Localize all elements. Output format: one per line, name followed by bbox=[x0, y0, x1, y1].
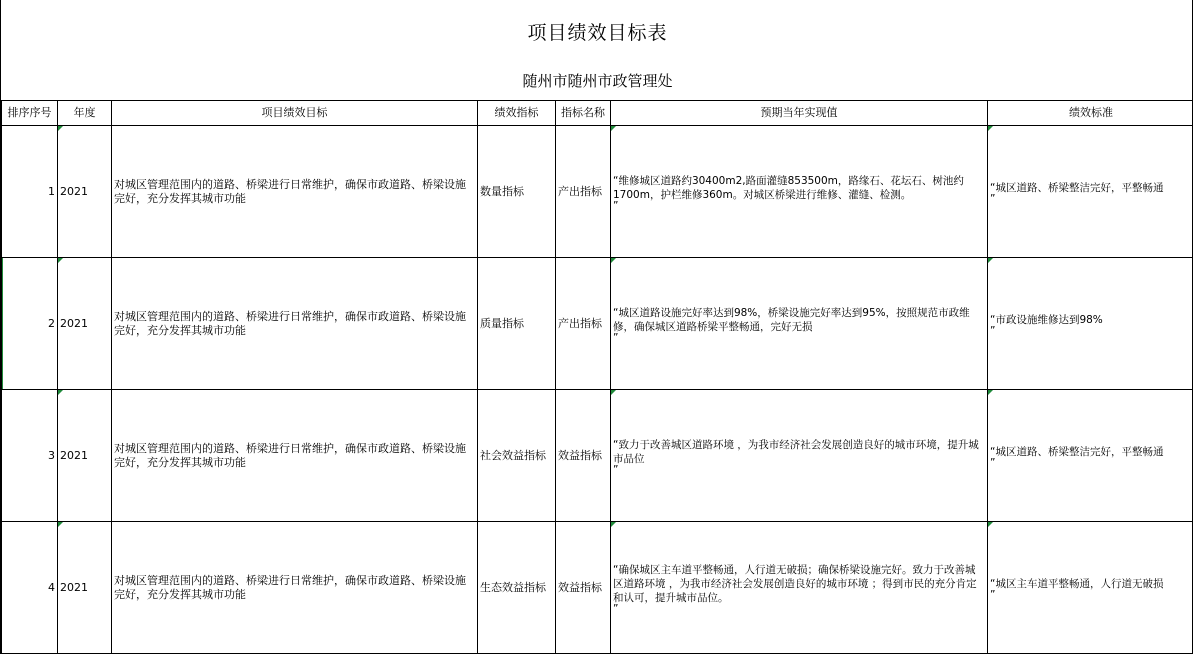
comment-marker-icon bbox=[58, 258, 63, 263]
comment-marker-icon bbox=[611, 258, 616, 263]
page-title: 项目绩效目标表 bbox=[527, 22, 668, 44]
cell-expected[interactable] bbox=[611, 522, 988, 654]
cell-indicator-name[interactable]: 效益指标 bbox=[556, 390, 611, 522]
comment-marker-icon bbox=[611, 390, 616, 395]
comment-marker-icon bbox=[58, 126, 63, 131]
header-standard[interactable]: 绩效标准 bbox=[988, 101, 1193, 126]
cell-standard[interactable] bbox=[988, 258, 1193, 390]
cell-expected-quote-end: ” bbox=[613, 463, 619, 476]
comment-marker-icon bbox=[988, 390, 993, 395]
cell-year-text: 2021 bbox=[60, 316, 88, 330]
table-row bbox=[2, 258, 1193, 390]
header-index[interactable]: 排序序号 bbox=[2, 101, 58, 126]
cell-standard-text: “城区道路、桥梁整洁完好，平整畅通 bbox=[990, 445, 1164, 458]
performance-table bbox=[1, 100, 1193, 654]
cell-standard[interactable] bbox=[988, 390, 1193, 522]
cell-expected-text: “确保城区主车道平整畅通，人行道无破损；确保桥梁设施完好。致力于改善城区道路环境 ，为我市经济社会发展创造良好的城市环境 ；得到市民的充分肯定和认可，提升城市品位。 bbox=[613, 563, 977, 604]
header-indicator[interactable]: 绩效指标 bbox=[478, 101, 556, 126]
cell-standard-quote-end: ” bbox=[990, 588, 996, 601]
table-row bbox=[2, 126, 1193, 258]
cell-standard-quote-end: ” bbox=[990, 324, 996, 337]
cell-index[interactable] bbox=[2, 522, 58, 654]
cell-index[interactable] bbox=[2, 390, 58, 522]
cell-year[interactable] bbox=[58, 522, 112, 654]
cell-year-text: 2021 bbox=[60, 580, 88, 594]
cell-goal[interactable]: 对城区管理范围内的道路、桥梁进行日常维护，确保市政道路、桥梁设施完好，充分发挥其城市功能 bbox=[112, 522, 478, 654]
cell-expected[interactable] bbox=[611, 258, 988, 390]
cell-indicator-name[interactable]: 产出指标 bbox=[556, 258, 611, 390]
table-row bbox=[2, 390, 1193, 522]
cell-year-text: 2021 bbox=[60, 184, 88, 198]
cell-index-text: 2 bbox=[48, 316, 55, 330]
cell-standard[interactable] bbox=[988, 522, 1193, 654]
cell-index-text: 1 bbox=[48, 184, 55, 198]
cell-standard-quote-end: ” bbox=[990, 456, 996, 469]
cell-expected-text: “致力于改善城区道路环境 ，为我市经济社会发展创造良好的城市环境，提升城市品位 bbox=[613, 438, 979, 465]
cell-index-text: 4 bbox=[48, 580, 55, 594]
header-goal[interactable]: 项目绩效目标 bbox=[112, 101, 478, 126]
table-row bbox=[2, 522, 1193, 654]
cell-expected-quote-end: ” bbox=[613, 331, 619, 344]
page-subtitle: 随州市随州市政管理处 bbox=[522, 72, 673, 90]
cell-expected[interactable] bbox=[611, 126, 988, 258]
cell-year[interactable] bbox=[58, 126, 112, 258]
comment-marker-icon bbox=[611, 126, 616, 131]
cell-index[interactable] bbox=[2, 258, 58, 390]
header-row bbox=[2, 101, 1193, 126]
cell-index[interactable] bbox=[2, 126, 58, 258]
cell-year[interactable] bbox=[58, 390, 112, 522]
cell-standard-text: “市政设施维修达到98% bbox=[990, 313, 1103, 326]
cell-standard-text: “城区道路、桥梁整洁完好，平整畅通 bbox=[990, 181, 1164, 194]
cell-standard-quote-end: ” bbox=[990, 192, 996, 205]
cell-indicator[interactable]: 生态效益指标 bbox=[478, 522, 556, 654]
cell-indicator[interactable]: 质量指标 bbox=[478, 258, 556, 390]
header-indicator-name[interactable]: 指标名称 bbox=[556, 101, 611, 126]
cell-year-text: 2021 bbox=[60, 448, 88, 462]
cell-goal[interactable]: 对城区管理范围内的道路、桥梁进行日常维护，确保市政道路、桥梁设施完好，充分发挥其城市功能 bbox=[112, 258, 478, 390]
cell-indicator[interactable]: 数量指标 bbox=[478, 126, 556, 258]
cell-year[interactable] bbox=[58, 258, 112, 390]
cell-goal[interactable]: 对城区管理范围内的道路、桥梁进行日常维护，确保市政道路、桥梁设施完好，充分发挥其城市功能 bbox=[112, 390, 478, 522]
comment-marker-icon bbox=[58, 390, 63, 395]
cell-expected-quote-end: ” bbox=[613, 199, 619, 212]
cell-indicator-name[interactable]: 产出指标 bbox=[556, 126, 611, 258]
comment-marker-icon bbox=[611, 522, 616, 527]
comment-marker-icon bbox=[988, 522, 993, 527]
comment-marker-icon bbox=[988, 258, 993, 263]
header-year[interactable]: 年度 bbox=[58, 101, 112, 126]
cell-expected-quote-end: ” bbox=[613, 602, 619, 615]
cell-indicator[interactable]: 社会效益指标 bbox=[478, 390, 556, 522]
cell-expected[interactable] bbox=[611, 390, 988, 522]
cell-standard[interactable] bbox=[988, 126, 1193, 258]
cell-indicator-name[interactable]: 效益指标 bbox=[556, 522, 611, 654]
comment-marker-icon bbox=[988, 126, 993, 131]
cell-expected-text: “城区道路设施完好率达到98%，桥梁设施完好率达到95%，按照规范市政维修，确保城区道路桥梁平整畅通，完好无损 bbox=[613, 306, 970, 333]
header-expected[interactable]: 预期当年实现值 bbox=[611, 101, 988, 126]
cell-standard-text: “城区主车道平整畅通，人行道无破损 bbox=[990, 577, 1164, 590]
cell-expected-text: “维修城区道路约30400m2,路面灌缝853500m，路缘石、花坛石、树池约1700m，护栏维修360m。对城区桥梁进行维修、灌缝、检测。 bbox=[613, 174, 964, 201]
cell-index-text: 3 bbox=[48, 448, 55, 462]
comment-marker-icon bbox=[58, 522, 63, 527]
cell-goal[interactable]: 对城区管理范围内的道路、桥梁进行日常维护，确保市政道路、桥梁设施完好，充分发挥其城市功能 bbox=[112, 126, 478, 258]
